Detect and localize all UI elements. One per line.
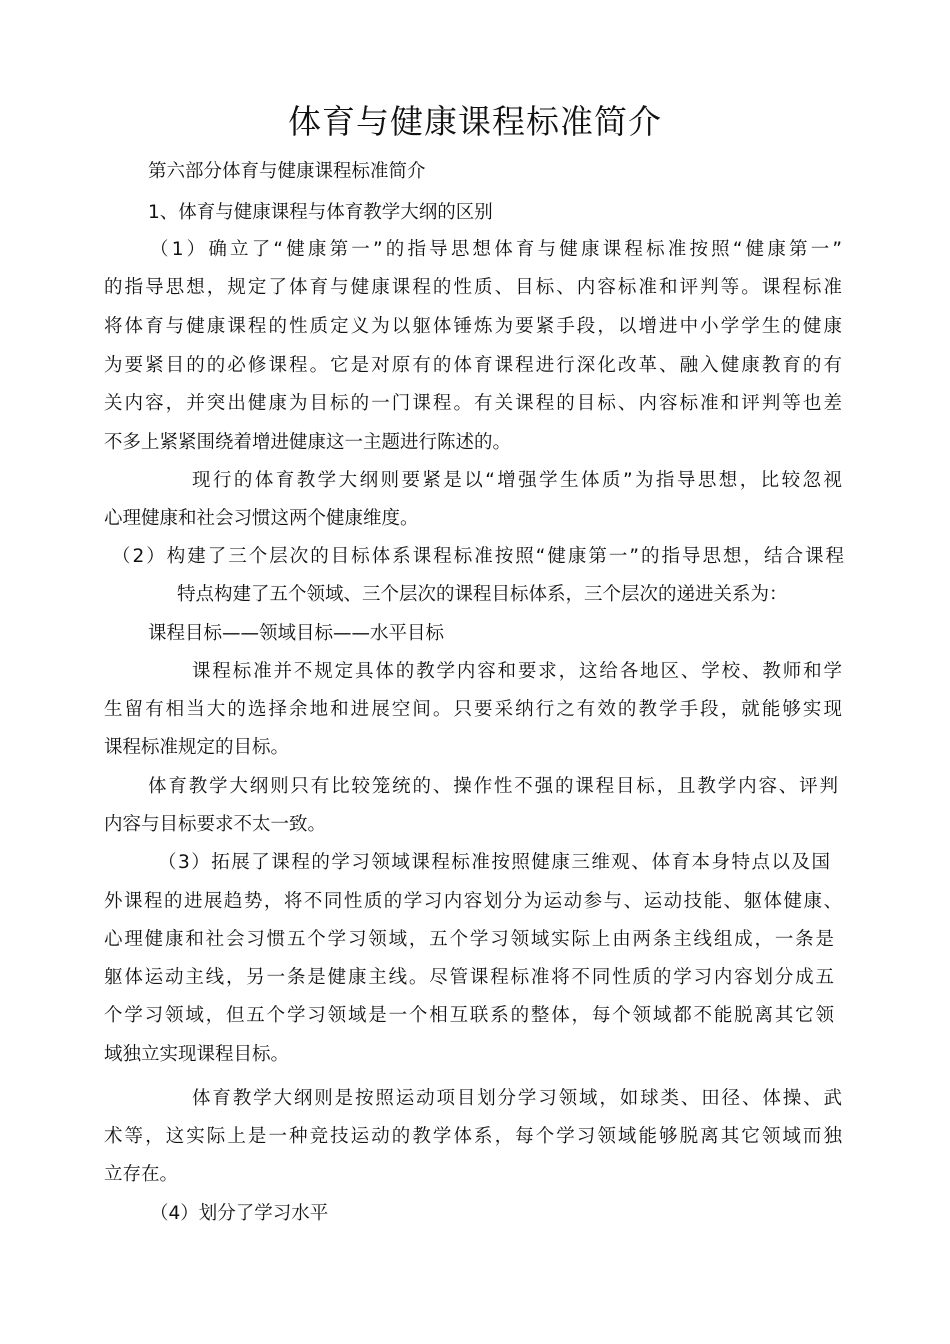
- paragraph-line: 课程目标——领域目标——水平目标: [148, 623, 445, 644]
- paragraph-line: 的指导思想，规定了体育与健康课程的性质、目标、内容标准和评判等。课程标准: [104, 277, 842, 298]
- subsection-heading: （4）划分了学习水平: [150, 1203, 329, 1224]
- paragraph-line: 域独立实现课程目标。: [104, 1044, 290, 1065]
- paragraph-line: 体育教学大纲则是按照运动项目划分学习领域，如球类、田径、体操、武: [192, 1088, 842, 1109]
- paragraph-line: 躯体运动主线，另一条是健康主线。尽管课程标准将不同性质的学习内容划分成五: [104, 967, 834, 988]
- paragraph-line: 关内容，并突出健康为目标的一门课程。有关课程的目标、内容标准和评判等也差: [104, 393, 842, 414]
- paragraph-line: 内容与目标要求不太一致。: [104, 814, 327, 835]
- paragraph-line: 课程标准并不规定具体的教学内容和要求，这给各地区、学校、教师和学: [192, 661, 842, 682]
- paragraph-line: 心理健康和社会习惯这两个健康维度。: [104, 508, 419, 529]
- paragraph-line: （1）确立了“健康第一”的指导思想体育与健康课程标准按照“健康第一”: [150, 239, 842, 260]
- paragraph-line: 外课程的进展趋势，将不同性质的学习内容划分为运动参与、运动技能、躯体健康、: [104, 891, 842, 912]
- paragraph-line: 现行的体育教学大纲则要紧是以“增强学生体质”为指导思想，比较忽视: [192, 470, 842, 491]
- document-title: 体育与健康课程标准简介: [288, 102, 662, 141]
- paragraph-line: 心理健康和社会习惯五个学习领域，五个学习领域实际上由两条主线组成，一条是: [104, 929, 834, 950]
- paragraph-line: 术等，这实际上是一种竞技运动的教学体系，每个学习领域能够脱离其它领域而独: [104, 1126, 842, 1147]
- paragraph-line: （3）拓展了课程的学习领域课程标准按照健康三维观、体育本身特点以及国: [158, 852, 830, 873]
- paragraph-line: 生留有相当大的选择余地和进展空间。只要采纳行之有效的教学手段，就能够实现: [104, 699, 842, 720]
- paragraph-line: 特点构建了五个领域、三个层次的课程目标体系，三个层次的递进关系为：: [177, 584, 788, 605]
- paragraph-line: 立存在。: [104, 1164, 179, 1185]
- paragraph-line: （2）构建了三个层次的目标体系课程标准按照“健康第一”的指导思想，结合课程: [112, 546, 844, 567]
- paragraph-line: 体育教学大纲则只有比较笼统的、操作性不强的课程目标，且教学内容、评判: [148, 776, 838, 797]
- paragraph-line: 将体育与健康课程的性质定义为以躯体锤炼为要紧手段，以增进中小学学生的健康: [104, 316, 842, 337]
- paragraph-line: 为要紧目的的必修课程。它是对原有的体育课程进行深化改革、融入健康教育的有: [104, 355, 842, 376]
- paragraph-line: 个学习领域，但五个学习领域是一个相互联系的整体，每个领域都不能脱离其它领: [104, 1005, 834, 1026]
- paragraph-line: 不多上紧紧围绕着增进健康这一主题进行陈述的。: [104, 432, 512, 453]
- subsection-heading: 1、体育与健康课程与体育教学大纲的区别: [148, 202, 493, 223]
- section-heading: 第六部分体育与健康课程标准简介: [148, 161, 426, 182]
- paragraph-line: 课程标准规定的目标。: [104, 737, 290, 758]
